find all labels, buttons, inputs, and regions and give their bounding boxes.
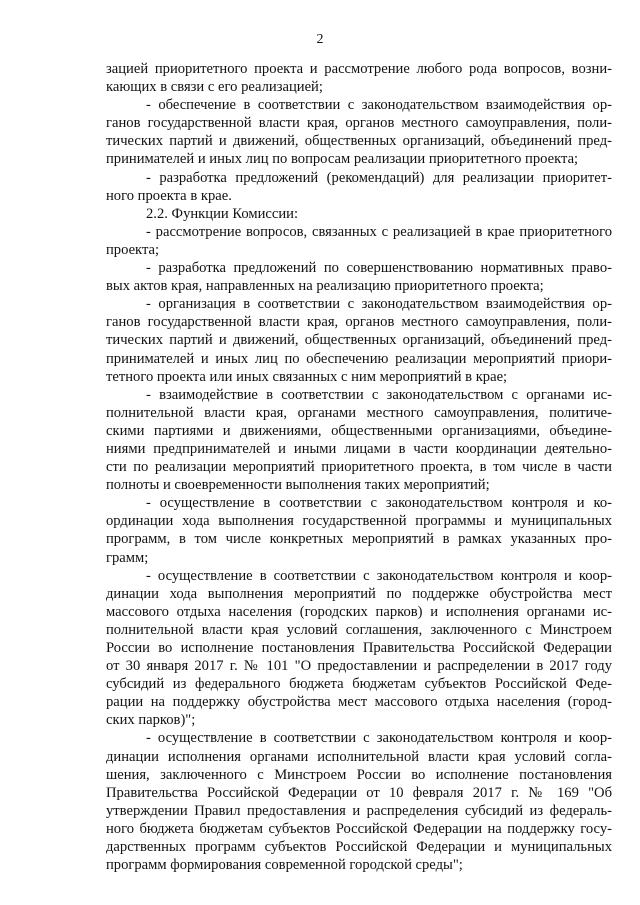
text-line: полноты и своевременности выполнения таких мероприятий; — [106, 477, 490, 494]
text-line: России во исполнение постановления Правительства Российской Федерации — [106, 640, 612, 656]
text-line: зацией приоритетного проекта и рассмотрение любого рода вопросов, возни- — [106, 61, 612, 77]
text-line: сти по реализации мероприятий приоритетного проекта, в том числе в части — [106, 459, 612, 476]
text-line: - разработка предложений (рекомендаций) для реализации приоритет- — [146, 169, 612, 186]
text-line: тических партий и движений, общественных организаций, объединений пред- — [106, 133, 612, 150]
text-line: скими партиями и движениями, общественными организациями, объедине- — [106, 422, 612, 439]
text-line: 2.2. Функции Комиссии: — [146, 205, 299, 222]
text-line: тетного проекта или иных связанных с ним мероприятий в крае; — [106, 368, 508, 385]
text-line: ординации хода выполнения государственной программы и муниципальных — [106, 513, 612, 530]
text-line: - осуществление в соответствии с законодательством контроля и коор- — [146, 567, 612, 584]
text-line: тических партий и движений, общественных организаций, объединений пред- — [106, 332, 612, 349]
text-line: - осуществление в соответствии с законодательством контроля и коор- — [146, 730, 612, 747]
text-line: рации на поддержку обустройства мест массового отдыха населения (город- — [106, 694, 612, 711]
text-line: динации исполнения органами исполнительной власти края условий согла- — [106, 748, 612, 765]
text-line: грамм; — [106, 549, 149, 566]
text-line: ниями предпринимателей и иными лицами в части координации деятельно- — [106, 440, 612, 457]
text-line: программ формирования современной городской среды"; — [106, 857, 463, 874]
text-line: - разработка предложений по совершенствованию нормативных право- — [146, 260, 612, 277]
text-line: ного проекта в крае. — [106, 187, 232, 204]
text-line: субсидий из федерального бюджета бюджетам субъектов Российской Феде- — [106, 676, 612, 693]
text-line: - взаимодействие в соответствии с законодательством с органами ис- — [146, 386, 612, 403]
text-line: принимателей и иных лиц по вопросам реализации приоритетного проекта; — [106, 151, 579, 168]
text-line: динации хода выполнения мероприятий по поддержке обустройства мест — [106, 585, 612, 602]
page-number: 2 — [316, 32, 324, 47]
text-line: ного бюджета бюджетам субъектов Российской Федерации на поддержку госу- — [106, 820, 612, 837]
text-line: от 30 января 2017 г. № 101 "О предоставлении и распределении в 2017 году — [106, 658, 612, 675]
text-line: - рассмотрение вопросов, связанных с реализацией в крае приоритетного — [146, 223, 612, 240]
text-line: Правительства Российской Федерации от 10 февраля 2017 г. № 169 "Об — [106, 784, 612, 801]
text-line: полнительной власти края, органами местного самоуправления, политиче- — [106, 404, 612, 421]
text-line: массового отдыха населения (городских парков) и исполнения органами ис- — [106, 603, 612, 620]
text-line: принимателей и иных лиц по обеспечению реализации мероприятий приори- — [106, 350, 612, 367]
text-line: программ, в том числе конкретных мероприятий в рамках указанных про- — [106, 531, 612, 548]
text-line: - организация в соответствии с законодательством взаимодействия ор- — [146, 296, 612, 313]
text-line: ских парков)"; — [106, 712, 196, 729]
text-line: полнительной власти края условий соглашения, заключенного с Минстроем — [106, 621, 612, 638]
text-line: - осуществление в соответствии с законодательством контроля и ко- — [146, 495, 612, 512]
document-body — [106, 60, 612, 874]
text-line: проекта; — [106, 241, 160, 258]
text-line: утверждении Правил предоставления и распределения субсидий из федераль- — [106, 802, 612, 819]
text-line: кающих в связи с его реализацией; — [106, 79, 323, 96]
text-line: дарственных программ субъектов Российской Федерации и муниципальных — [106, 839, 612, 856]
text-line: - обеспечение в соответствии с законодательством взаимодействия ор- — [146, 97, 612, 114]
text-line: ганов государственной власти края, органов местного самоуправления, поли- — [106, 115, 612, 132]
text-line: шения, заключенного с Минстроем России во исполнение постановления — [106, 766, 612, 783]
text-line: вых актов края, направленных на реализацию приоритетного проекта; — [106, 278, 544, 295]
text-line: ганов государственной власти края, органов местного самоуправления, поли- — [106, 314, 612, 331]
